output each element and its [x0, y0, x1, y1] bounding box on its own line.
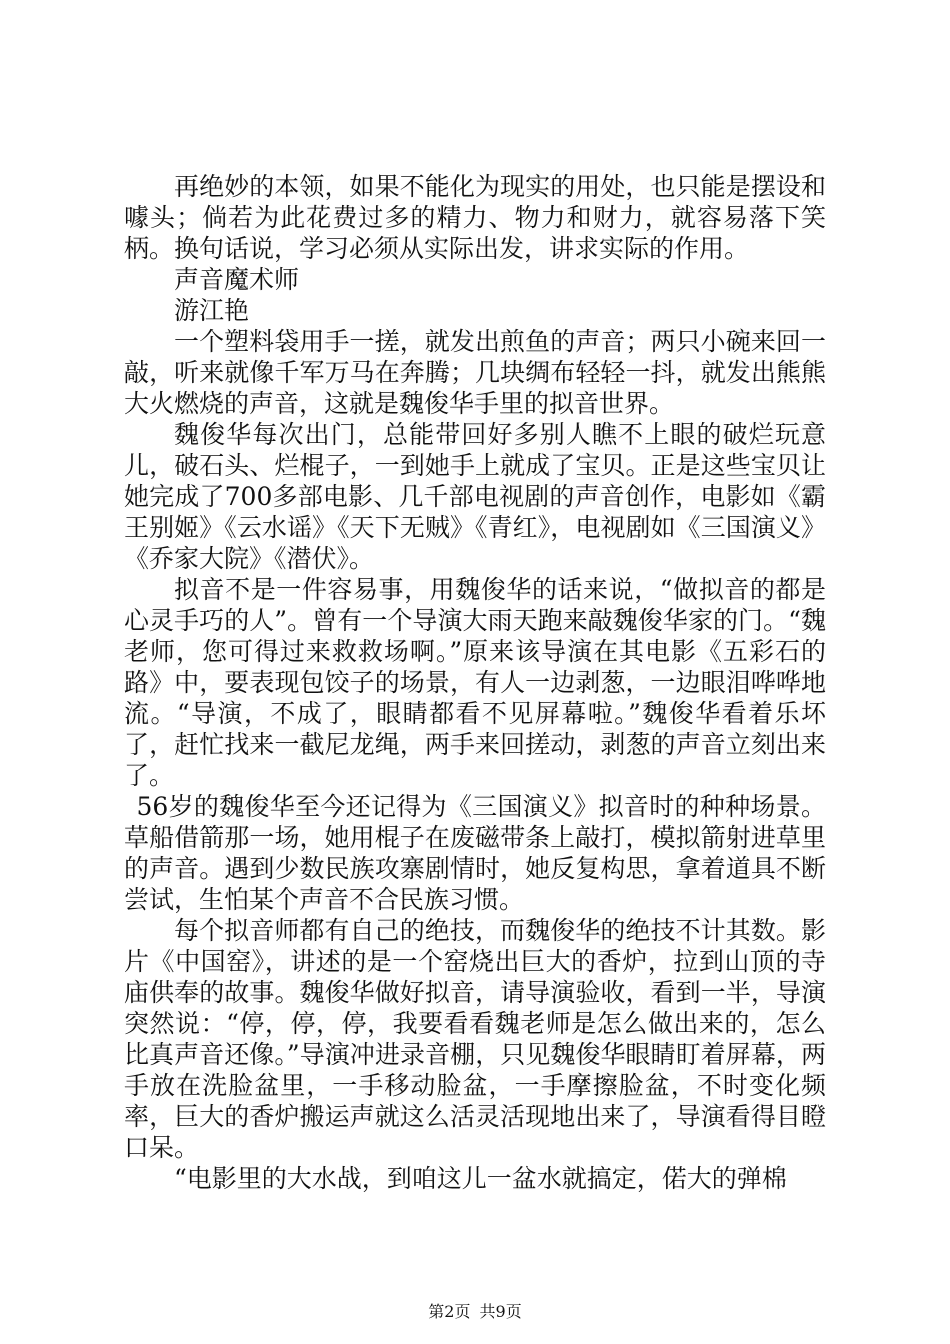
paragraph: 56岁的魏俊华至今还记得为《三国演义》拟音时的种种场景。草船借箭那一场，她用棍子在废磁带条上敲打，模拟箭射进草里的声音。遇到少数民族攻寨剧情时，她反复构思，拿着道具不断尝试，生怕某个声音不合民族习惯。 — [124, 792, 826, 914]
paragraph: 再绝妙的本领，如果不能化为现实的用处，也只能是摆设和噱头；倘若为此花费过多的精力、物力和财力，就容易落下笑柄。换句话说，学习必须从实际出发，讲求实际的作用。 — [124, 172, 826, 263]
page-number: 第2页 — [428, 1302, 471, 1321]
article-title: 声音魔术师 — [174, 265, 300, 294]
total-pages: 共9页 — [479, 1302, 522, 1321]
article-author: 游江艳 — [174, 296, 250, 325]
page-footer — [0, 1302, 950, 1322]
paragraph: 魏俊华每次出门，总能带回好多别人瞧不上眼的破烂玩意儿，破石头、烂棍子，一到她手上就成了宝贝。正是这些宝贝让她完成了700多部电影、几千部电视剧的声音创作，电影如《霸王别姬》《云水谣》《天下无贼》《青红》，电视剧如《三国演义》《乔家大院》《潜伏》。 — [124, 420, 826, 573]
paragraph: “电影里的大水战，到咱这儿一盆水就搞定，偌大的弹棉 — [174, 1164, 787, 1193]
paragraph: 每个拟音师都有自己的绝技，而魏俊华的绝技不计其数。影片《中国窑》，讲述的是一个窑烧出巨大的香炉，拉到山顶的寺庙供奉的故事。魏俊华做好拟音，请导演验收，看到一半，导演突然说：“停，停，停，我要看看魏老师是怎么做出来的，怎么比真声音还像。”导演冲进录音棚，只见魏俊华眼睛盯着屏幕，两手放在洗脸盆里，一手移动脸盆，一手摩擦脸盆，不时变化频率，巨大的香炉搬运声就这么活灵活现地出来了，导演看得目瞪口呆。 — [124, 916, 826, 1162]
paragraph: 一个塑料袋用手一搓，就发出煎鱼的声音；两只小碗来回一敲，听来就像千军万马在奔腾；几块绸布轻轻一抖，就发出熊熊大火燃烧的声音，这就是魏俊华手里的拟音世界。 — [124, 327, 826, 418]
document-body — [124, 171, 826, 1194]
paragraph: 拟音不是一件容易事，用魏俊华的话来说，“做拟音的都是心灵手巧的人”。曾有一个导演大雨天跑来敲魏俊华家的门。“魏老师，您可得过来救救场啊。”原来该导演在其电影《五彩石的路》中，要表现包饺子的场景，有人一边剥葱，一边眼泪哗哗地流。“导演，不成了，眼睛都看不见屏幕啦。”魏俊华看着乐坏了，赶忙找来一截尼龙绳，两手来回搓动，剥葱的声音立刻出来了。 — [124, 575, 826, 790]
